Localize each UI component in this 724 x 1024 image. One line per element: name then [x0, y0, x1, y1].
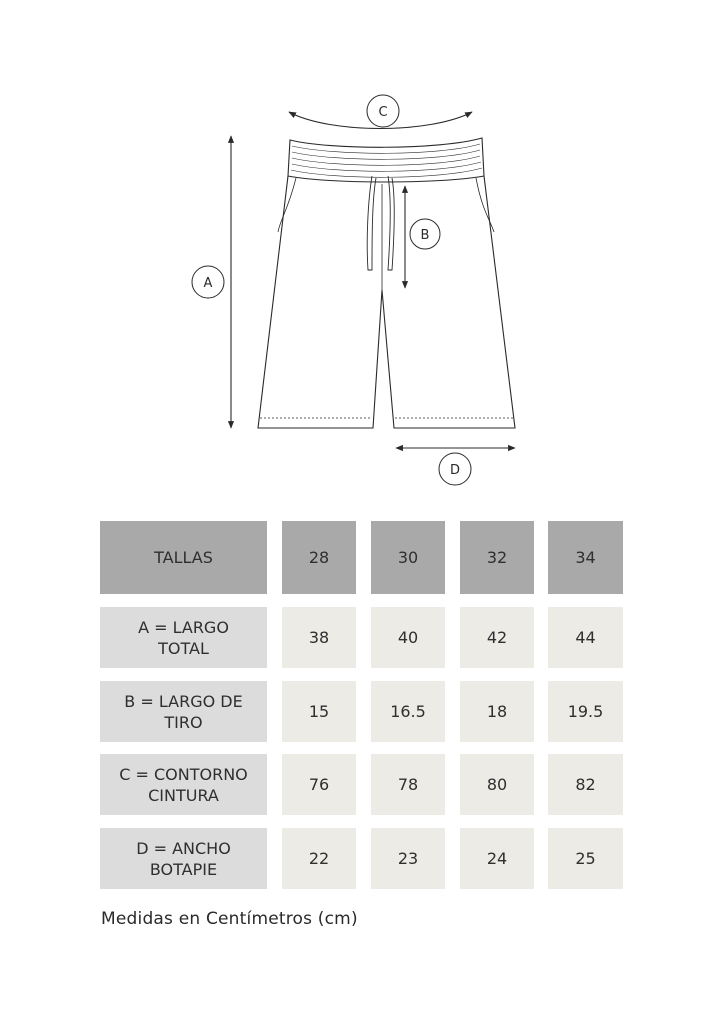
measurement-value: 76: [308, 775, 330, 794]
shorts-measurement-diagram: [0, 0, 724, 500]
measurement-value: 80: [486, 775, 508, 794]
header-size: 28: [308, 548, 330, 567]
measurement-value: 25: [575, 849, 596, 868]
row-label: C = CONTORNO CINTURA: [119, 764, 248, 805]
value-cell: [460, 828, 534, 889]
dimension-a-label: A: [203, 276, 213, 291]
header-size: 34: [575, 548, 596, 567]
header-size-cell: [548, 521, 623, 594]
dimension-b: [405, 186, 440, 288]
row-label: D = ANCHO BOTAPIE: [136, 838, 231, 879]
header-label: TALLAS: [154, 548, 213, 567]
measurement-value: 19.5: [567, 702, 604, 721]
measurement-value: 42: [486, 628, 508, 647]
shorts-illustration: [258, 138, 515, 428]
measurement-value: 40: [397, 628, 419, 647]
header-size-cell: [282, 521, 356, 594]
header-label-cell: [100, 521, 267, 594]
value-cell: [548, 754, 623, 815]
header-size-cell: [460, 521, 534, 594]
measurement-value: 15: [308, 702, 330, 721]
dimension-a: [192, 136, 231, 428]
value-cell: [371, 828, 445, 889]
value-cell: [371, 754, 445, 815]
row-label-cell: [100, 681, 267, 742]
value-cell: [460, 754, 534, 815]
measurement-value: 23: [397, 849, 419, 868]
header-size: 30: [397, 548, 419, 567]
row-label-cell: [100, 754, 267, 815]
value-cell: [282, 828, 356, 889]
measurement-value: 38: [308, 628, 330, 647]
measurement-value: 22: [308, 849, 330, 868]
units-footnote: Medidas en Centímetros (cm): [101, 909, 358, 929]
value-cell: [282, 681, 356, 742]
measurement-value: 44: [575, 628, 596, 647]
value-cell: [371, 681, 445, 742]
value-cell: [282, 607, 356, 668]
value-cell: [460, 607, 534, 668]
row-label-cell: [100, 607, 267, 668]
measurement-value: 78: [397, 775, 419, 794]
measurement-value: 18: [486, 702, 508, 721]
measurement-value: 82: [575, 775, 596, 794]
dimension-c-label: C: [378, 105, 388, 120]
measurement-value: 24: [486, 849, 508, 868]
row-label-cell: [100, 828, 267, 889]
dimension-d-label: D: [449, 463, 461, 478]
dimension-d: [396, 448, 515, 485]
value-cell: [371, 607, 445, 668]
row-label: B = LARGO DE TIRO: [124, 691, 243, 732]
value-cell: [548, 681, 623, 742]
value-cell: [282, 754, 356, 815]
value-cell: [460, 681, 534, 742]
measurement-value: 16.5: [390, 702, 426, 721]
dimension-b-label: B: [420, 228, 430, 243]
value-cell: [548, 828, 623, 889]
dimension-c: [289, 95, 472, 129]
header-size-cell: [371, 521, 445, 594]
row-label: A = LARGO TOTAL: [138, 617, 229, 658]
value-cell: [548, 607, 623, 668]
header-size: 32: [486, 548, 508, 567]
